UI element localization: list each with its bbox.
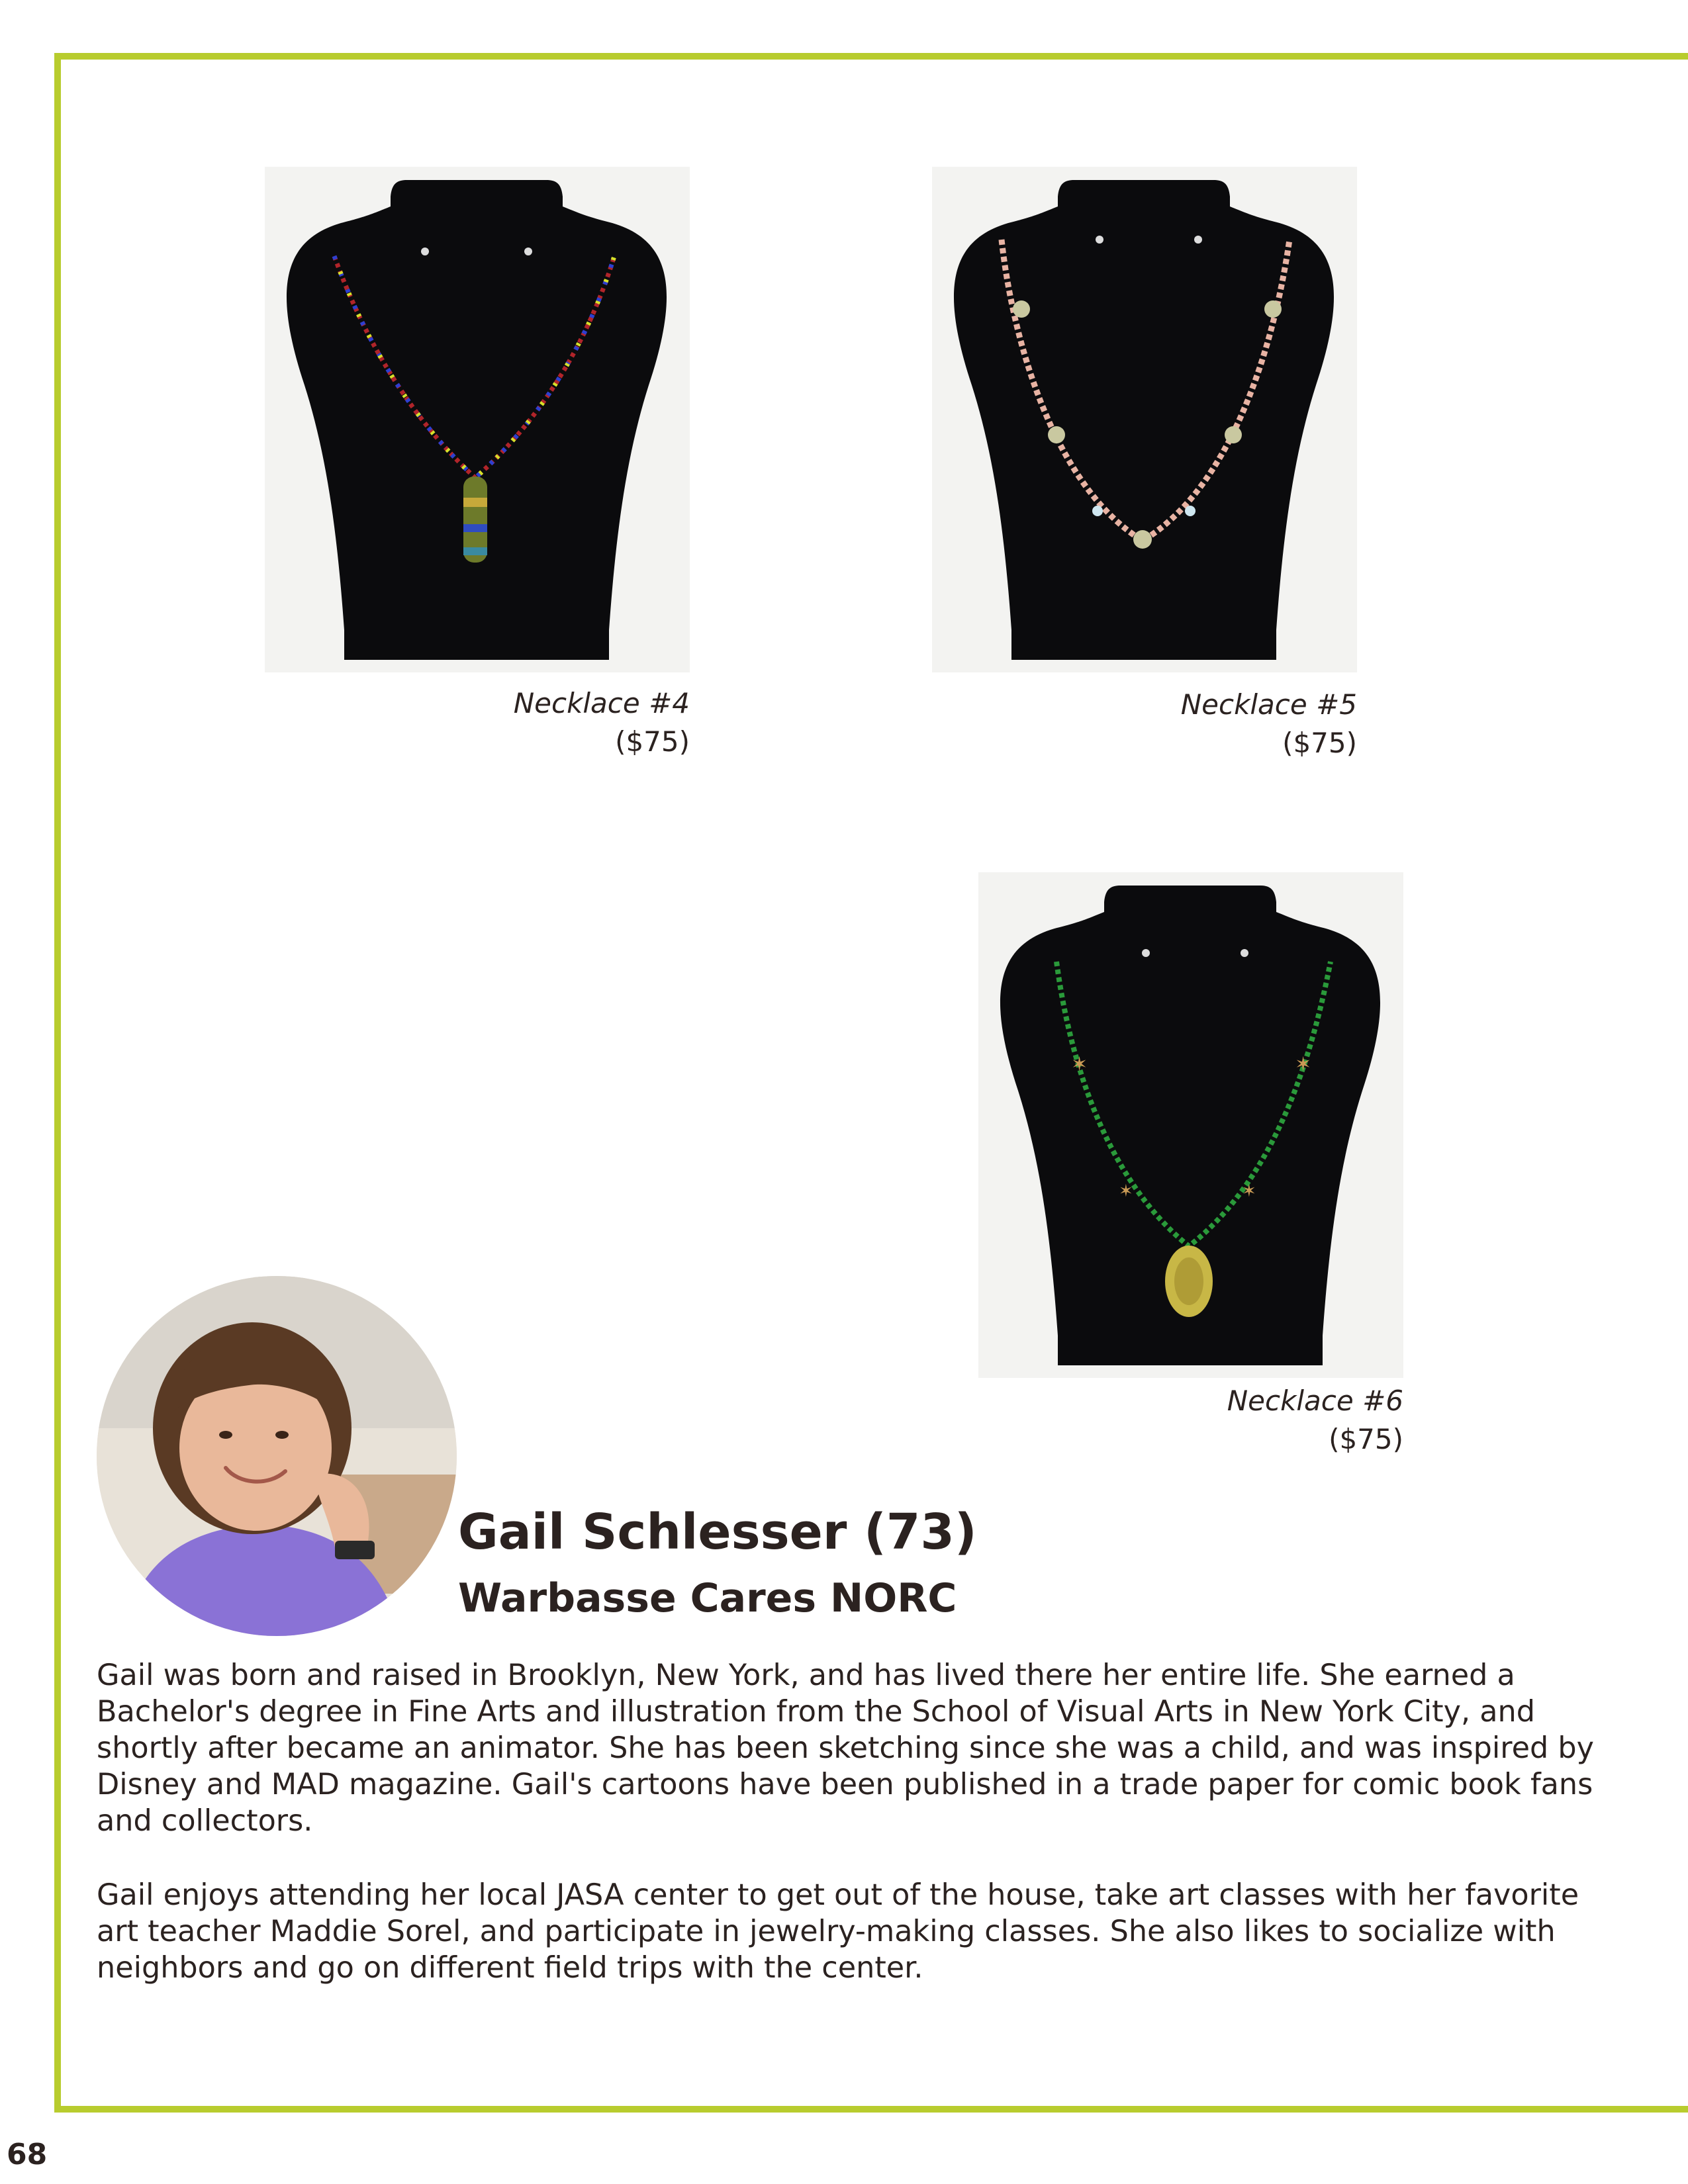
necklace-5-photo [932, 167, 1357, 672]
necklace-4-photo [265, 167, 690, 672]
necklace-6-name: Necklace #6 [1227, 1385, 1403, 1417]
necklace-5-price: ($75) [1282, 727, 1357, 759]
page-number: 68 [7, 2138, 48, 2171]
svg-text:✶: ✶ [1242, 1181, 1256, 1201]
artist-organization: Warbasse Cares NORC [458, 1575, 957, 1621]
necklace-4-name: Necklace #4 [513, 687, 690, 719]
artist-portrait [97, 1276, 457, 1636]
artist-bio-paragraph-1: Gail was born and raised in Brooklyn, New York, and has lived there her entire life. She earned a Bachelor's degree in Fine Arts and illustration from the School of Visual Arts in New York City, and shortly after became an animator. She has been sketching since she was a child, and was inspired by Disney and MAD magazine. Gail's cartoons have been published in a trade paper for comic book fans and collectors. [97, 1659, 1594, 1838]
page-frame-left [54, 53, 61, 2113]
page-frame-top [54, 53, 1688, 60]
svg-text:✶: ✶ [1119, 1181, 1133, 1201]
svg-text:✶: ✶ [1295, 1053, 1312, 1076]
artist-name: Gail Schlesser (73) [458, 1504, 977, 1561]
artist-bio-paragraph-2: Gail enjoys attending her local JASA center to get out of the house, take art classes with her favorite art teacher Maddie Sorel, and participate in jewelry-making classes. She also likes to socialize with neighbors and go on different field trips with the center. [97, 1878, 1579, 1985]
page-frame-bottom [54, 2106, 1688, 2113]
necklace-5-caption [1064, 686, 1357, 762]
svg-text:✶: ✶ [1071, 1053, 1088, 1076]
necklace-4-caption [397, 684, 690, 761]
necklace-6-photo [978, 872, 1403, 1378]
necklace-6-price: ($75) [1329, 1423, 1403, 1455]
necklace-6-caption [1111, 1382, 1403, 1459]
necklace-4-price: ($75) [615, 725, 690, 758]
necklace-5-name: Necklace #5 [1180, 688, 1357, 721]
